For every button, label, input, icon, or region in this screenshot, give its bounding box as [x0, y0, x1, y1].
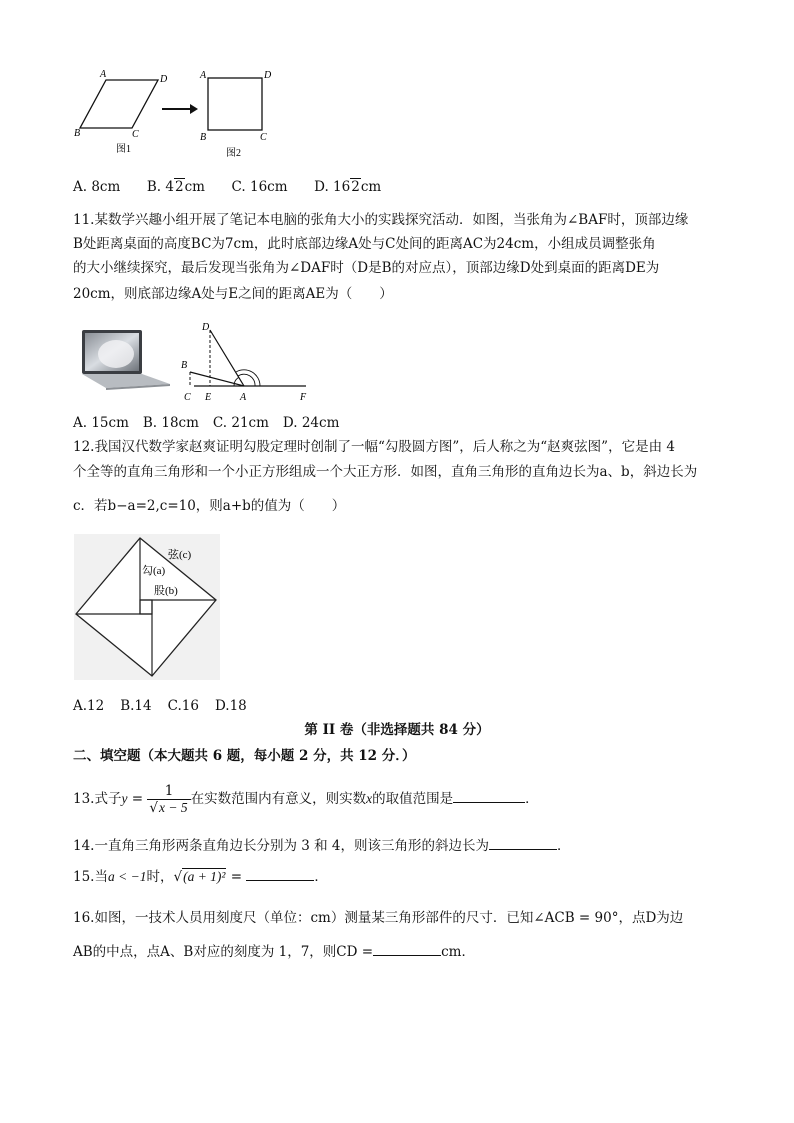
q11-line-1: 11.某数学兴趣小组开展了笔记本电脑的张角大小的实践探究活动．如图，当张角为∠BAF时，顶部边缘: [73, 212, 689, 228]
fill-blank-heading: 二、填空题（本大题共 6 题，每小题 2 分，共 12 分．）: [73, 748, 416, 764]
q10-option-a: A. 8cm: [73, 179, 121, 195]
q11-line-2: B处距离桌面的高度BC为7cm，此时底部边缘A处与C处间的距离AC为24cm，小组成员调整张角: [73, 236, 656, 252]
q10-option-b: B. 42cm: [146, 179, 205, 195]
q12-line-3: c．若b−a=2,c=10，则a+b的值为（ ）: [73, 498, 346, 514]
q11-option-c: C. 21cm: [212, 415, 269, 431]
q13-answer-blank[interactable]: [453, 788, 525, 803]
fig1-label-c: C: [132, 129, 139, 140]
fig2-label-a: A: [200, 70, 207, 81]
q12-option-c: C.16: [167, 698, 199, 714]
gu-label: 股(b): [154, 585, 178, 597]
q12-option-b: B.14: [120, 698, 152, 714]
fig1-caption: 图1: [116, 144, 131, 155]
q14-line: 14.一直角三角形两条直角边长分别为 3 和 4，则该三角形的斜边长为 ．: [73, 835, 571, 856]
q11-option-d: D. 24cm: [282, 415, 340, 431]
fig2-label-b: B: [200, 132, 207, 143]
q16-answer-blank[interactable]: [373, 941, 441, 956]
fig2-label-c: C: [260, 132, 267, 143]
q12-option-d: D.18: [214, 698, 247, 714]
q11-fig-label-f: F: [300, 392, 307, 402]
q16-line-1: 16.如图，一技术人员用刻度尺（单位：cm）测量某三角形部件的尺寸．已知∠ACB = 90°，点D为边: [73, 910, 684, 926]
q15-answer-blank[interactable]: [246, 866, 314, 881]
q11-line-3: 的大小继续探究，最后发现当张角为∠DAF时（D是B的对应点），顶部边缘D处到桌面的距离DE为: [73, 260, 660, 276]
q10-option-c: C. 16cm: [231, 179, 288, 195]
q11-options: [73, 413, 339, 433]
q11-fig-label-c: C: [184, 392, 191, 402]
q12-options: [73, 696, 247, 716]
parallelogram-shape: [80, 80, 158, 128]
q10-options: [73, 177, 381, 197]
q14-answer-blank[interactable]: [489, 835, 557, 850]
fig1-label-a: A: [100, 69, 107, 80]
gou-label: 勾(a): [142, 565, 166, 577]
fig1-label-d: D: [160, 74, 168, 85]
q10-option-d: D. 162cm: [314, 179, 382, 195]
zhao-shuang-diagram: [74, 534, 220, 680]
q11-fig-label-b: B: [181, 360, 188, 371]
q15-line: 15.当a < −1时，√(a + 1)² = ．: [73, 866, 328, 887]
q11-option-a: A. 15cm: [73, 415, 129, 431]
q11-angle-figure: [176, 318, 316, 402]
square-shape: [208, 78, 262, 130]
q11-line-4: 20cm，则底部边缘A处与E之间的距离AE为（ ）: [73, 286, 393, 302]
fig2-label-d: D: [264, 70, 272, 81]
q11-fig-label-e: E: [205, 392, 212, 402]
q12-line-1: 12.我国汉代数学家赵爽证明勾股定理时创制了一幅“勾股圆方图”，后人称之为“赵爽弦图”，它是由 4: [73, 439, 675, 455]
parallelogram-square-figure: [72, 66, 282, 162]
arrow-icon: [162, 104, 198, 114]
q13-fraction: $\frac{1}{√x - 5}$: [147, 783, 190, 816]
fig1-label-b: B: [74, 128, 81, 139]
xian-label: 弦(c): [168, 549, 192, 561]
q11-fig-label-d: D: [202, 322, 210, 333]
q11-option-b: B. 18cm: [142, 415, 199, 431]
q13-line: 13.式子y = $\frac{1}{√x - 5}$ 在实数范围内有意义，则实数x的取值范围是 ．: [73, 783, 539, 816]
section-title: 第 II 卷（非选择题共 84 分）: [304, 722, 490, 738]
fig2-caption: 图2: [226, 148, 241, 159]
q12-option-a: A.12: [73, 698, 105, 714]
laptop-photo: [76, 328, 172, 390]
q16-line-2: AB的中点，点A、B对应的刻度为 1，7，则CD = cm．: [73, 941, 475, 962]
q11-fig-label-a: A: [240, 392, 247, 402]
q12-line-2: 个全等的直角三角形和一个小正方形组成一个大正方形．如图，直角三角形的直角边长为a、b，斜边长为: [73, 464, 698, 480]
